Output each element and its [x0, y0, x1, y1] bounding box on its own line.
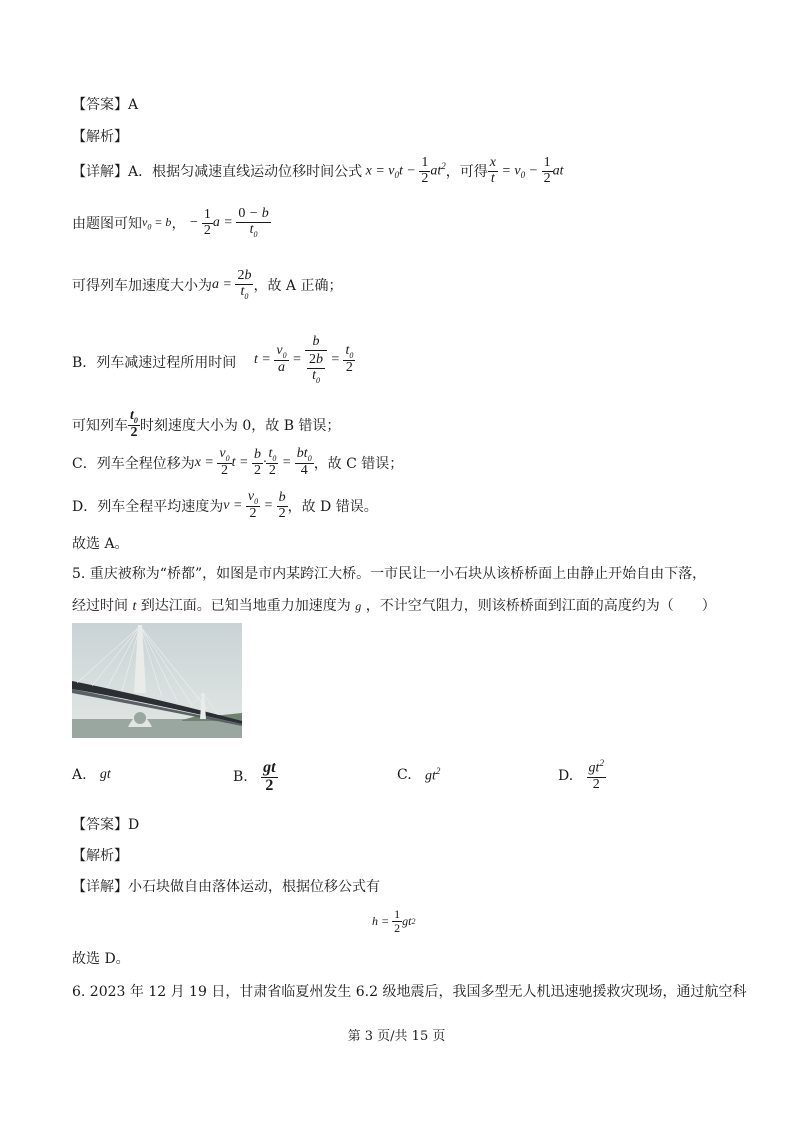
formula-displacement: $x = v_0t$ − $\frac{1}{2}$ $at^2$: [362, 154, 446, 186]
q4-detail-prefix: 【详解】A．根据匀减速直线运动位移时间公式: [72, 164, 363, 180]
q5-stem-t: t: [132, 599, 137, 614]
formula-free-fall: h = $\frac{1}{2}$ gt 2: [372, 906, 416, 935]
option-b-den: 2: [265, 776, 274, 794]
q4-answer: 【答案】A: [72, 97, 139, 113]
formula-t0-half: $\frac{t_0}{2}$: [130, 408, 138, 441]
option-a-label: A.: [72, 767, 87, 783]
option-b-label: B.: [233, 769, 248, 785]
option-c-expr: [425, 766, 440, 785]
q4-line7: [72, 487, 378, 525]
option-b-expr: [261, 760, 277, 795]
formula-avg-velocity: v = $\frac{v_0}{2}$ = $\frac{b}{2}$: [223, 489, 286, 522]
q6-stem-line1: 6. 2023 年 12 月 19 日，甘肃省临夏州发生 6.2 级地震后，我国多型无人机迅速驰援救灾现场，通过航空科: [72, 984, 747, 1000]
option-d-label: D.: [558, 768, 574, 784]
q5-analysis-heading: 【解析】: [72, 848, 128, 864]
bridge-illustration: [72, 623, 242, 738]
formula-total-displacement: x = $\frac{v_0}{2}$ t = $\frac{b}{2}$ · $\frac{t_0}{2}$ = $\frac{bt_0}{4}$: [194, 446, 312, 479]
q5-option-a[interactable]: [72, 758, 111, 792]
page-footer: 第 3 页/共 15 页: [347, 1029, 446, 1044]
formula-time: t = $\frac{v_0}{a}$ = $\frac{b}{\frac{2b}{t_0}}$ = $\frac{t_0}{2}$: [254, 334, 354, 385]
q4-line6: [72, 444, 403, 482]
q5-option-b[interactable]: [233, 758, 278, 796]
q4-line4-prefix: B．列车减速过程所用时间: [72, 355, 237, 371]
q5-conclusion: 故选 D。: [72, 951, 130, 967]
option-a-expr: gt: [99, 767, 111, 782]
q4-analysis-heading: 【解析】: [72, 129, 128, 145]
q4-line5: [72, 408, 340, 442]
q4-line5-suffix: 时刻速度大小为 0，故 B 错误；: [139, 418, 341, 434]
q5-stem-line2: [72, 595, 716, 615]
option-d-den: 2: [592, 776, 600, 792]
q4-detail-line: [72, 152, 563, 190]
q4-line2: [72, 203, 271, 243]
q4-line2-prefix: 由题图可知: [72, 216, 142, 232]
q4-line5-prefix: 可知列车: [72, 418, 128, 434]
q5-option-c[interactable]: [397, 758, 440, 792]
option-d-sup: 2: [599, 758, 604, 769]
q4-line3-prefix: 可得列车加速度大小为: [72, 278, 212, 294]
option-c-base: gt: [425, 768, 436, 784]
q5-detail: 【详解】小石块做自由落体运动，根据位移公式有: [72, 879, 380, 895]
q4-conclusion: 故选 A。: [72, 536, 129, 552]
q5-stem-text-c: ，不计空气阻力，则该桥桥面到江面的高度约为（ ）: [365, 598, 716, 614]
q5-stem-g: g: [355, 599, 362, 613]
q5-option-d[interactable]: [558, 756, 606, 796]
q4-line6-prefix: C．列车全程位移为: [72, 456, 195, 472]
q5-answer: 【答案】D: [72, 817, 140, 833]
q4-line6-suffix: ，故 C 错误；: [313, 456, 404, 472]
formula-accel-value: a = $\frac{2b}{t_0}$: [212, 268, 252, 301]
q5-stem-text-a: 经过时间: [72, 598, 128, 614]
q4-detail-mid: ，可得: [445, 164, 488, 180]
option-d-num: gt: [588, 761, 600, 777]
q4-line3: [72, 264, 342, 306]
q5-stem-text-b: 到达江面。已知当地重力加速度为: [140, 598, 351, 614]
q4-line7-suffix: ，故 D 错误。: [287, 499, 378, 515]
formula-x-over-t: $\frac{x}{t}$ = $v_0$ − $\frac{1}{2}$ at: [489, 154, 564, 186]
option-d-expr: [587, 759, 606, 792]
option-c-sup: 2: [435, 765, 441, 776]
q4-line7-prefix: D．列车全程平均速度为: [72, 499, 224, 515]
bridge-photo: [72, 623, 242, 738]
formula-accel-relation: − $\frac{1}{2}$ a = $\frac{0 - b}{t_0}$: [185, 206, 269, 239]
option-c-label: C.: [397, 767, 412, 783]
q4-line2-sep: ，: [171, 216, 186, 232]
formula-v0-b: $v_0 = b$: [142, 214, 172, 232]
option-b-num: gt: [263, 758, 276, 776]
q5-stem-line1: 5. 重庆被称为“桥都”，如图是市内某跨江大桥。一市民让一小石块从该桥桥面上由静止开始自由下落，: [72, 566, 707, 582]
q4-line3-suffix: ，故 A 正确；: [253, 278, 343, 294]
